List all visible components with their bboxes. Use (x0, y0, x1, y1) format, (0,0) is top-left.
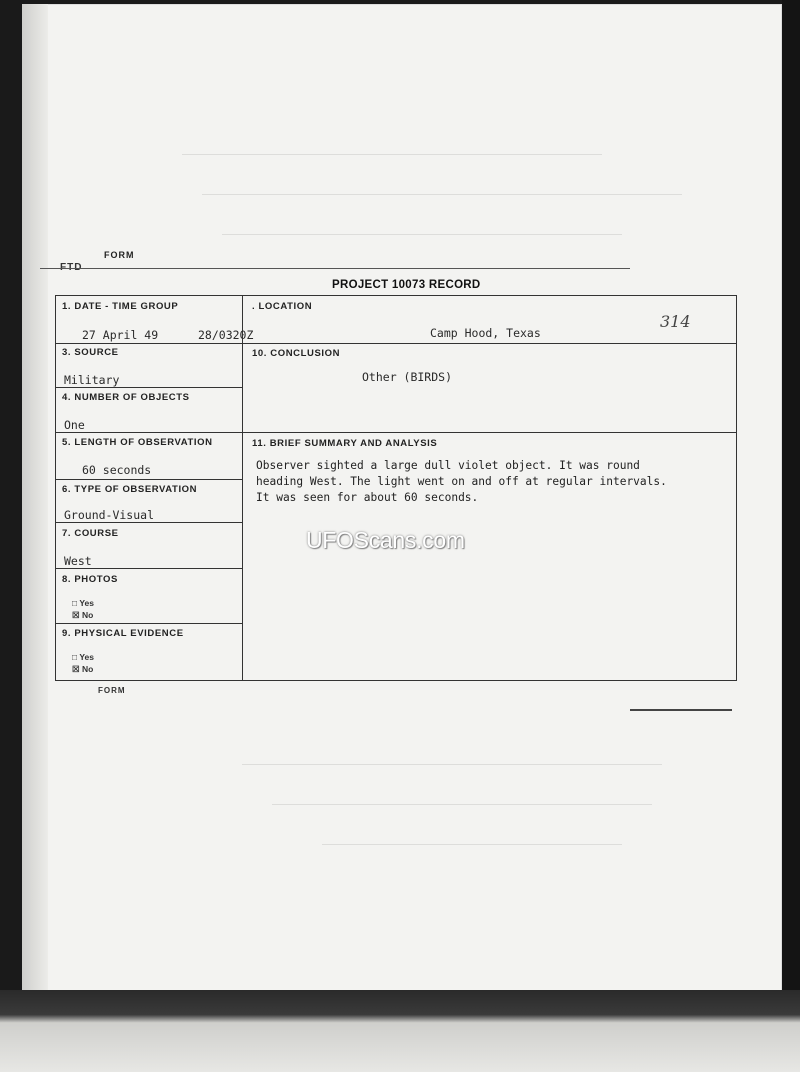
photos-no-option (72, 610, 93, 621)
photos-label: 8. PHOTOS (62, 574, 118, 585)
conclusion-label: 10. CONCLUSION (252, 348, 341, 359)
photos-yes-label: Yes (79, 598, 95, 608)
scan-edge-right (782, 0, 800, 1072)
record-title: PROJECT 10073 RECORD (332, 279, 481, 291)
photos-no-label: No (82, 610, 94, 620)
checkbox-empty-icon: □ (72, 652, 78, 662)
watermark: UFOScans.com (306, 527, 465, 553)
conclusion-value: Other (BIRDS) (362, 370, 453, 384)
row-divider (56, 623, 242, 624)
bleed-through-line (202, 194, 682, 195)
form-number: FTD (60, 262, 83, 273)
row-divider (56, 432, 736, 433)
row-divider (56, 343, 736, 344)
length-of-observation-label: 5. LENGTH OF OBSERVATION (62, 437, 213, 448)
number-of-objects-label: 4. NUMBER OF OBJECTS (62, 392, 190, 403)
column-divider (242, 296, 243, 681)
type-of-observation-value: Ground-Visual (64, 508, 155, 522)
number-of-objects-value: One (64, 418, 85, 432)
row-divider (56, 387, 242, 388)
row-divider (56, 522, 242, 523)
checkbox-checked-icon: ☒ (72, 664, 80, 674)
bleed-through-line (322, 844, 622, 845)
bleed-through-line (222, 234, 622, 235)
length-of-observation-value: 60 seconds (82, 463, 152, 477)
date-value: 27 April 49 (82, 328, 159, 342)
brief-summary-text (256, 458, 726, 506)
row-divider (56, 479, 242, 480)
handwritten-number: 314 (660, 312, 691, 331)
bottom-rule (630, 709, 732, 711)
checkbox-empty-icon: □ (72, 598, 78, 608)
photos-yes-option (72, 598, 94, 608)
summary-line: heading West. The light went on and off at regular intervals. (256, 475, 667, 488)
checkbox-checked-icon: ☒ (72, 610, 80, 620)
source-label: 3. SOURCE (62, 347, 119, 358)
bleed-through-line (182, 154, 602, 155)
scan-edge-bottom (0, 990, 800, 1072)
course-value: West (64, 554, 92, 568)
time-value: 28/0320Z (198, 328, 254, 342)
physical-evidence-yes-label: Yes (79, 652, 95, 662)
location-value: Camp Hood, Texas (430, 326, 541, 340)
physical-evidence-no-label: No (82, 664, 94, 674)
form-rule (40, 268, 630, 269)
location-label: . LOCATION (252, 301, 313, 312)
row-divider (56, 568, 242, 569)
summary-line: Observer sighted a large dull violet object. It was round (256, 459, 640, 472)
summary-line: It was seen for about 60 seconds. (256, 491, 479, 504)
bleed-through-line (272, 804, 652, 805)
physical-evidence-no-option (72, 664, 93, 675)
physical-evidence-label: 9. PHYSICAL EVIDENCE (62, 628, 184, 639)
physical-evidence-yes-option (72, 652, 94, 662)
course-label: 7. COURSE (62, 528, 119, 539)
brief-summary-label: 11. BRIEF SUMMARY AND ANALYSIS (252, 438, 438, 449)
form-label: FORM (104, 250, 135, 260)
date-time-group-label: 1. DATE - TIME GROUP (62, 301, 179, 312)
form-bottom-label: FORM (98, 686, 126, 695)
bleed-through-line (242, 764, 662, 765)
source-value: Military (64, 373, 120, 387)
type-of-observation-label: 6. TYPE OF OBSERVATION (62, 484, 198, 495)
